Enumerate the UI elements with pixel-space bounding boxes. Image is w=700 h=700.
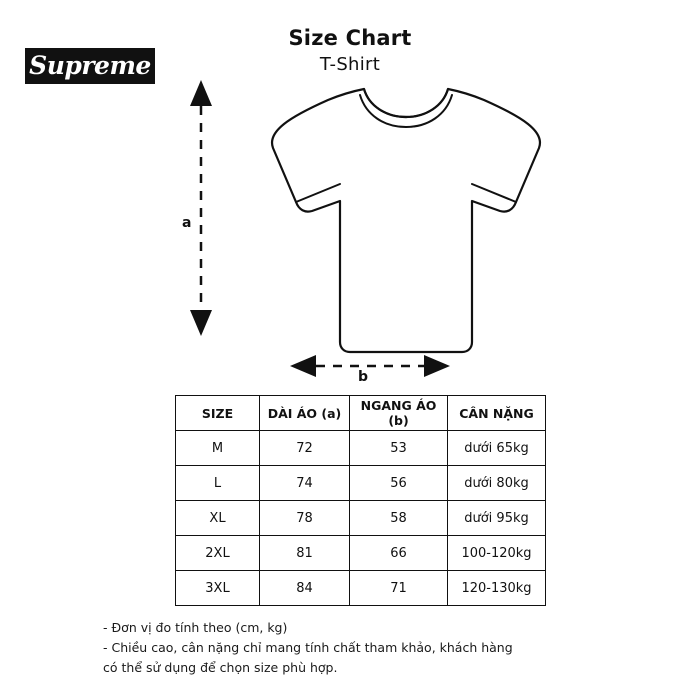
cell-weight: 120-130kg (448, 571, 546, 606)
cell-size: 2XL (176, 536, 260, 571)
dimension-label-a: a (182, 215, 192, 231)
note-line: - Chiều cao, cân nặng chỉ mang tính chất tham khảo, khách hàng (103, 640, 513, 655)
page-subtitle: T-Shirt (319, 54, 381, 75)
cell-width: 56 (350, 466, 448, 501)
column-header-size: SIZE (176, 396, 260, 431)
cell-weight: dưới 95kg (448, 501, 546, 536)
measure-arrow-vertical (190, 80, 212, 336)
title-block (0, 26, 700, 75)
measure-arrow-horizontal (290, 355, 450, 377)
cell-width: 53 (350, 431, 448, 466)
table-row (176, 536, 546, 571)
note-line: có thể sử dụng để chọn size phù hợp. (103, 660, 338, 675)
cell-width: 66 (350, 536, 448, 571)
cell-size: XL (176, 501, 260, 536)
cell-weight: dưới 80kg (448, 466, 546, 501)
cell-length: 74 (260, 466, 350, 501)
notes-block (103, 618, 623, 678)
table-header-row (176, 396, 546, 431)
size-table (175, 395, 546, 606)
cell-width: 58 (350, 501, 448, 536)
brand-logo-text: Supreme (29, 50, 151, 80)
cell-length: 84 (260, 571, 350, 606)
cell-width: 71 (350, 571, 448, 606)
tshirt-diagram-svg (150, 70, 550, 400)
cell-size: M (176, 431, 260, 466)
dimension-label-b: b (358, 369, 369, 385)
cell-size: 3XL (176, 571, 260, 606)
table-row (176, 431, 546, 466)
cell-length: 81 (260, 536, 350, 571)
column-header-width: NGANG ÁO (b) (350, 396, 448, 431)
table-row (176, 501, 546, 536)
table-row (176, 571, 546, 606)
note-line: - Đơn vị đo tính theo (cm, kg) (103, 620, 288, 635)
tshirt-diagram (150, 70, 550, 400)
cell-size: L (176, 466, 260, 501)
tshirt-outline (272, 89, 540, 352)
column-header-length: DÀI ÁO (a) (260, 396, 350, 431)
table-row (176, 466, 546, 501)
page-title: Size Chart (288, 26, 412, 50)
cell-weight: dưới 65kg (448, 431, 546, 466)
cell-weight: 100-120kg (448, 536, 546, 571)
cell-length: 72 (260, 431, 350, 466)
column-header-weight: CÂN NẶNG (448, 396, 546, 431)
cell-length: 78 (260, 501, 350, 536)
